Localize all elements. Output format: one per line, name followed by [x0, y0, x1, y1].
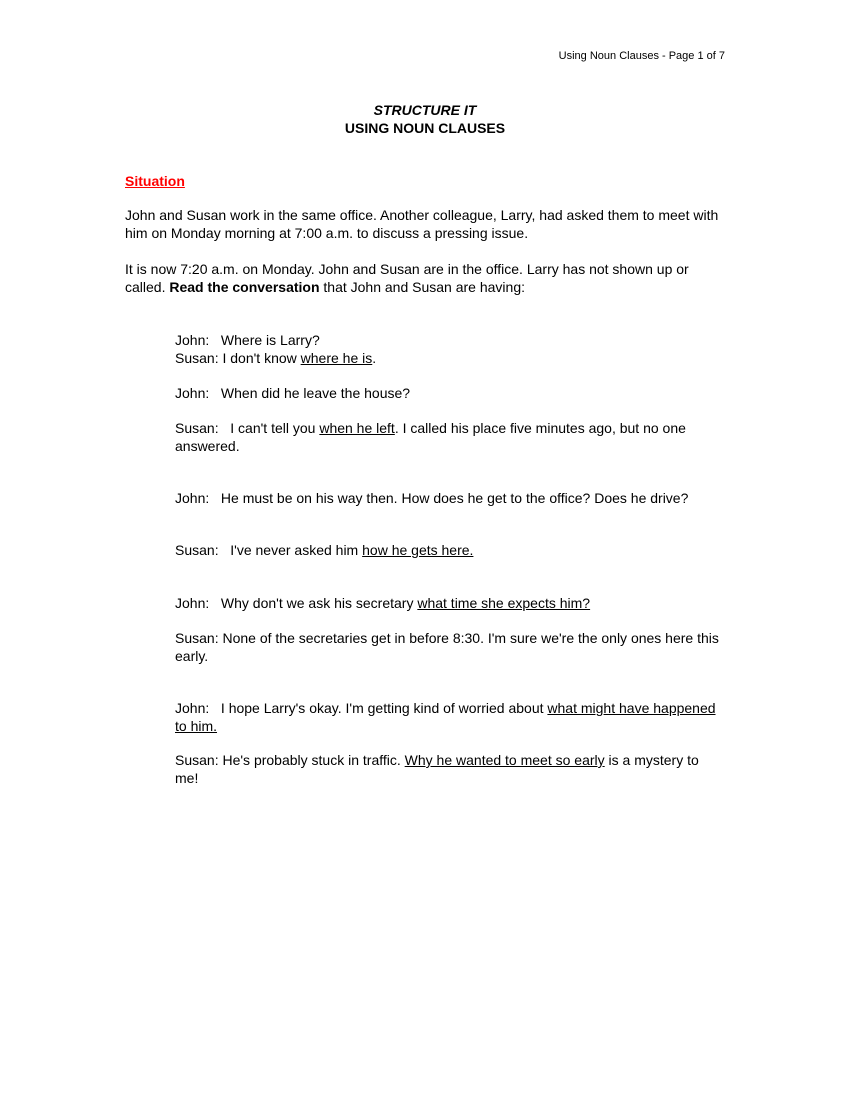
noun-clause: when he left: [319, 420, 395, 436]
line-text: He's probably stuck in traffic.: [222, 752, 405, 768]
dialogue-line: [175, 629, 720, 665]
dialogue-line: [175, 331, 720, 349]
speaker: John:: [175, 385, 221, 401]
speaker: Susan:: [175, 350, 223, 366]
dialogue-line: [175, 594, 720, 612]
line-text: I've never asked him: [230, 542, 363, 558]
speaker: Susan:: [175, 630, 223, 646]
noun-clause: what time she expects him?: [417, 595, 591, 611]
dialogue-line: [175, 699, 720, 735]
dialogue-line: [175, 489, 720, 507]
speaker: John:: [175, 332, 221, 348]
running-header: Using Noun Clauses - Page 1 of 7: [558, 50, 725, 62]
line-text: I can't tell you: [230, 420, 320, 436]
dialogue-line: [175, 349, 720, 367]
line-text: I hope Larry's okay. I'm getting kind of worried about: [220, 700, 548, 716]
line-text: Where is Larry?: [220, 332, 320, 348]
speaker: Susan:: [175, 542, 231, 558]
noun-clause: where he is: [300, 350, 373, 366]
noun-clause: how he gets here.: [362, 542, 474, 558]
line-text: Why don't we ask his secretary: [220, 595, 418, 611]
noun-clause: what might have happened to him.: [175, 700, 716, 734]
speaker: Susan:: [175, 420, 231, 436]
dialogue-line: [175, 384, 720, 402]
p2-text-after: that John and Susan are having:: [319, 279, 525, 295]
dialogue-line: [175, 419, 720, 455]
line-text: .: [372, 350, 377, 366]
dialogue-line: [175, 541, 720, 559]
dialogue-line: [175, 751, 720, 787]
line-text: None of the secretaries get in before 8:30. I'm sure we're the only ones here this early.: [175, 630, 719, 664]
document-title: [0, 101, 850, 137]
line-text: He must be on his way then. How does he get to the office? Does he drive?: [220, 490, 689, 506]
speaker: John:: [175, 490, 221, 506]
noun-clause: Why he wanted to meet so early: [404, 752, 605, 768]
title-line-1: STRUCTURE IT: [373, 102, 477, 118]
situation-paragraph-2: [125, 260, 725, 296]
p2-bold-instruction: Read the conversation: [169, 279, 320, 295]
line-text: When did he leave the house?: [220, 385, 411, 401]
title-line-2: USING NOUN CLAUSES: [344, 120, 506, 136]
speaker: Susan:: [175, 752, 223, 768]
p2-text-before: It is now 7:20 a.m. on Monday. John and Susan are in the office. Larry has not shown up or called.: [125, 261, 689, 295]
line-text: . I called his place five minutes ago, but no one answered.: [175, 420, 686, 454]
speaker: John:: [175, 700, 221, 716]
speaker: John:: [175, 595, 221, 611]
line-text: is a mystery to me!: [175, 752, 699, 786]
section-heading-situation: Situation: [125, 173, 185, 189]
line-text: I don't know: [222, 350, 301, 366]
situation-paragraph-1: John and Susan work in the same office. Another colleague, Larry, had asked them to meet with him on Monday morning at 7:00 a.m. to discuss a pressing issue.: [125, 207, 719, 241]
